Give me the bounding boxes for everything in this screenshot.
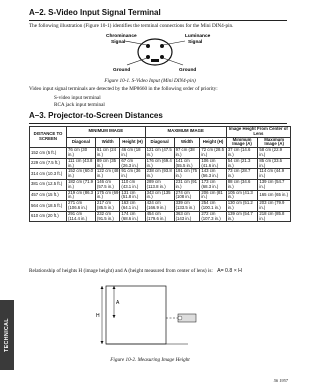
table-cell: 152 cm (60.0 in.) (66, 169, 95, 180)
table-cell: 238 cm (93.8 in.) (145, 169, 174, 180)
section-title-distances: A–3. Projector-to-Screen Distances (29, 111, 163, 120)
label-h: H (96, 313, 100, 319)
table-cell: 191 cm (75 in.) (174, 169, 200, 180)
table-cell: 274 cm (108 in.) (174, 190, 200, 201)
table-cell: 121 cm (47.5 in.) (145, 148, 174, 159)
priority-text: Video input signal terminals are detected by the MP8660 in the following order of priority: (29, 86, 218, 92)
subheader: Diagonal (66, 137, 95, 148)
table-row (30, 190, 291, 201)
table-cell: 139 cm (54.7 in.) (226, 211, 258, 222)
table-row (30, 169, 291, 180)
table-cell: 165 cm (65 in.) (258, 190, 291, 201)
table-cell: 141 cm (55.5 in.) (174, 158, 200, 169)
table-cell: 254 cm (100.1 in.) (200, 201, 226, 212)
table-row (30, 201, 291, 212)
table-cell: 174 cm (68.6 in.) (120, 211, 145, 222)
table-cell: 232 cm (91.5 in.) (95, 211, 119, 222)
table-cell: 97 cm (38 in.) (174, 148, 200, 159)
priority-list (54, 95, 105, 108)
table-cell: 67 cm (26.3 in.) (120, 158, 145, 169)
header-distance: DISTANCE TO SCREEN (30, 127, 67, 148)
technical-tab[interactable]: TECHNICAL (0, 300, 14, 370)
section-title-svideo: A–2. S-Video Input Signal Terminal (29, 8, 161, 17)
relationship-sentence: Relationship of heights H (image height) and A (height measured from center of lens) is: (29, 268, 213, 274)
table-row (30, 211, 291, 222)
table-cell: 131 cm (51.8 in.) (120, 190, 145, 201)
table-cell: 218 cm (85.8 in.) (258, 211, 291, 222)
table-cell: 88 cm (34.6 in.) (226, 179, 258, 190)
subheader: Diagonal (145, 137, 174, 148)
table-row (30, 148, 291, 159)
svideo-intro: The following illustration (Figure 10-1) identifies the terminal connections for the Mini DIN4-pin. (29, 23, 234, 29)
formula: A= 0.8 × H (217, 268, 242, 274)
table-cell: 76 cm (30 in.) (66, 148, 95, 159)
header-max: MAXIMUM IMAGE (145, 127, 226, 138)
table-row (30, 158, 291, 169)
table-cell: 229 cm (7.5 ft.) (30, 158, 67, 169)
distance-table (29, 126, 291, 222)
subheader: Minimum Image (A) (226, 137, 258, 148)
table-cell: 105 cm (41.3 in.) (226, 190, 258, 201)
table-cell: 314 cm (10.3 ft.) (30, 169, 67, 180)
table-cell: 143 cm (56.3 in.) (200, 169, 226, 180)
table-cell: 37 cm (14.6 in.) (226, 148, 258, 159)
figure1-caption: Figure 10-1. S-Video Input (Mini DIN4-pin) (104, 78, 196, 84)
mini-din-diagram (85, 32, 225, 74)
table-cell: 363 cm (143 in.) (174, 211, 200, 222)
table-cell: 289 cm (113.8 in.) (145, 179, 174, 190)
label-ground-right: Ground (179, 68, 197, 73)
table-cell: 114 cm (44.9 in.) (258, 169, 291, 180)
table-cell: 424 cm (166.9 in.) (145, 201, 174, 212)
label-chroma-1: Chrominance (106, 34, 137, 39)
table-cell: 152 cm (5 ft.) (30, 148, 67, 159)
table-cell: 175 cm (69 in.) (96, 189, 119, 200)
table-cell: 106 cm (41.6 in.) (200, 158, 226, 169)
table-cell: 182 cm (71.9 in.) (66, 179, 95, 190)
subheader: Height (H) (200, 137, 226, 148)
table-cell: 73 cm (28.7 in.) (226, 169, 258, 180)
table-cell: 343 cm (135 in.) (145, 190, 174, 201)
page-number: 56 1957 (273, 378, 288, 383)
table-cell: 130 cm (51.2 in.) (226, 201, 258, 212)
list-item: RCA jack input terminal (54, 101, 105, 108)
table-cell: 271 cm (106.6 in.) (66, 201, 95, 212)
table-cell: 176 cm (69.4 in.) (145, 158, 174, 169)
table-cell: 91 cm (36 in.) (120, 169, 145, 180)
table-cell: 173 cm (68.3 in.) (200, 179, 226, 190)
subheader: Maximum Image (A) (258, 137, 291, 148)
list-item: S-video input terminal (54, 95, 101, 101)
subheader: Width (95, 137, 119, 148)
divider (29, 20, 287, 21)
table-cell: 111 cm (43.8 in.) (66, 158, 95, 169)
label-ground-left: Ground (113, 68, 131, 73)
label-chroma-2: Signal (111, 40, 126, 45)
table-cell: 46 cm (18 in.) (120, 148, 145, 159)
table-cell: 203 cm (79.9 in.) (258, 201, 291, 212)
table-row (30, 179, 291, 190)
header-min: MINIMUM IMAGE (66, 127, 145, 138)
table-cell: 381 cm (12.5 ft.) (30, 179, 67, 190)
table-cell: 58 cm (22.9 in.) (258, 148, 291, 159)
table-cell: 110 cm (43.1 in.) (120, 179, 145, 190)
table-cell: 610 cm (20 ft.) (30, 211, 67, 222)
figure2-caption: Figure 10-2. Measuring Image Height (110, 357, 190, 363)
table-cell: 457 cm (15 ft.) (30, 190, 67, 201)
table-body (30, 148, 291, 222)
divider (29, 123, 287, 124)
subheader: Width (174, 137, 200, 148)
table-cell: 206 cm (81 in.) (200, 190, 226, 201)
label-luma-1: Luminance (185, 34, 211, 39)
table-cell: 54 cm (21.3 in.) (226, 158, 258, 169)
table-cell: 139 cm (54.7 in.) (258, 179, 291, 190)
label-a: A (116, 300, 120, 306)
table-cell: 454 cm (179.6 in.) (145, 211, 174, 222)
header-image-height: Image Height From Center of Lens (226, 127, 290, 138)
table-cell: 89 cm (35 in.) (95, 158, 119, 169)
table-cell: 163 cm (64.1 in.) (120, 201, 145, 212)
table-cell: 219 cm (86.3 in.) (66, 190, 95, 201)
table-cell: 291 cm (114.4 in.) (66, 211, 95, 222)
table-cell: 339 cm (133.5 in.) (174, 201, 200, 212)
relationship-text (29, 268, 291, 274)
image-height-diagram (88, 282, 208, 352)
table-cell: 564 cm (18.5 ft.) (30, 201, 67, 212)
table-cell: 217 cm (85.5 in.) (95, 201, 119, 212)
table-cell: 146 cm (57.5 in.) (95, 179, 119, 190)
table-cell: 85 cm (33.5 in.) (258, 158, 291, 169)
table-cell: 61 cm (24 in.) (95, 148, 119, 159)
table-cell: 72 cm (28.5 in.) (200, 148, 226, 159)
subheader: Height (H) (120, 137, 145, 148)
table-cell: 231 cm (91 in.) (174, 179, 200, 190)
table-cell: 122 cm (48 in.) (96, 168, 119, 179)
label-luma-2: Signal (188, 40, 203, 45)
table-cell: 272 cm (107.3 in.) (200, 211, 226, 222)
